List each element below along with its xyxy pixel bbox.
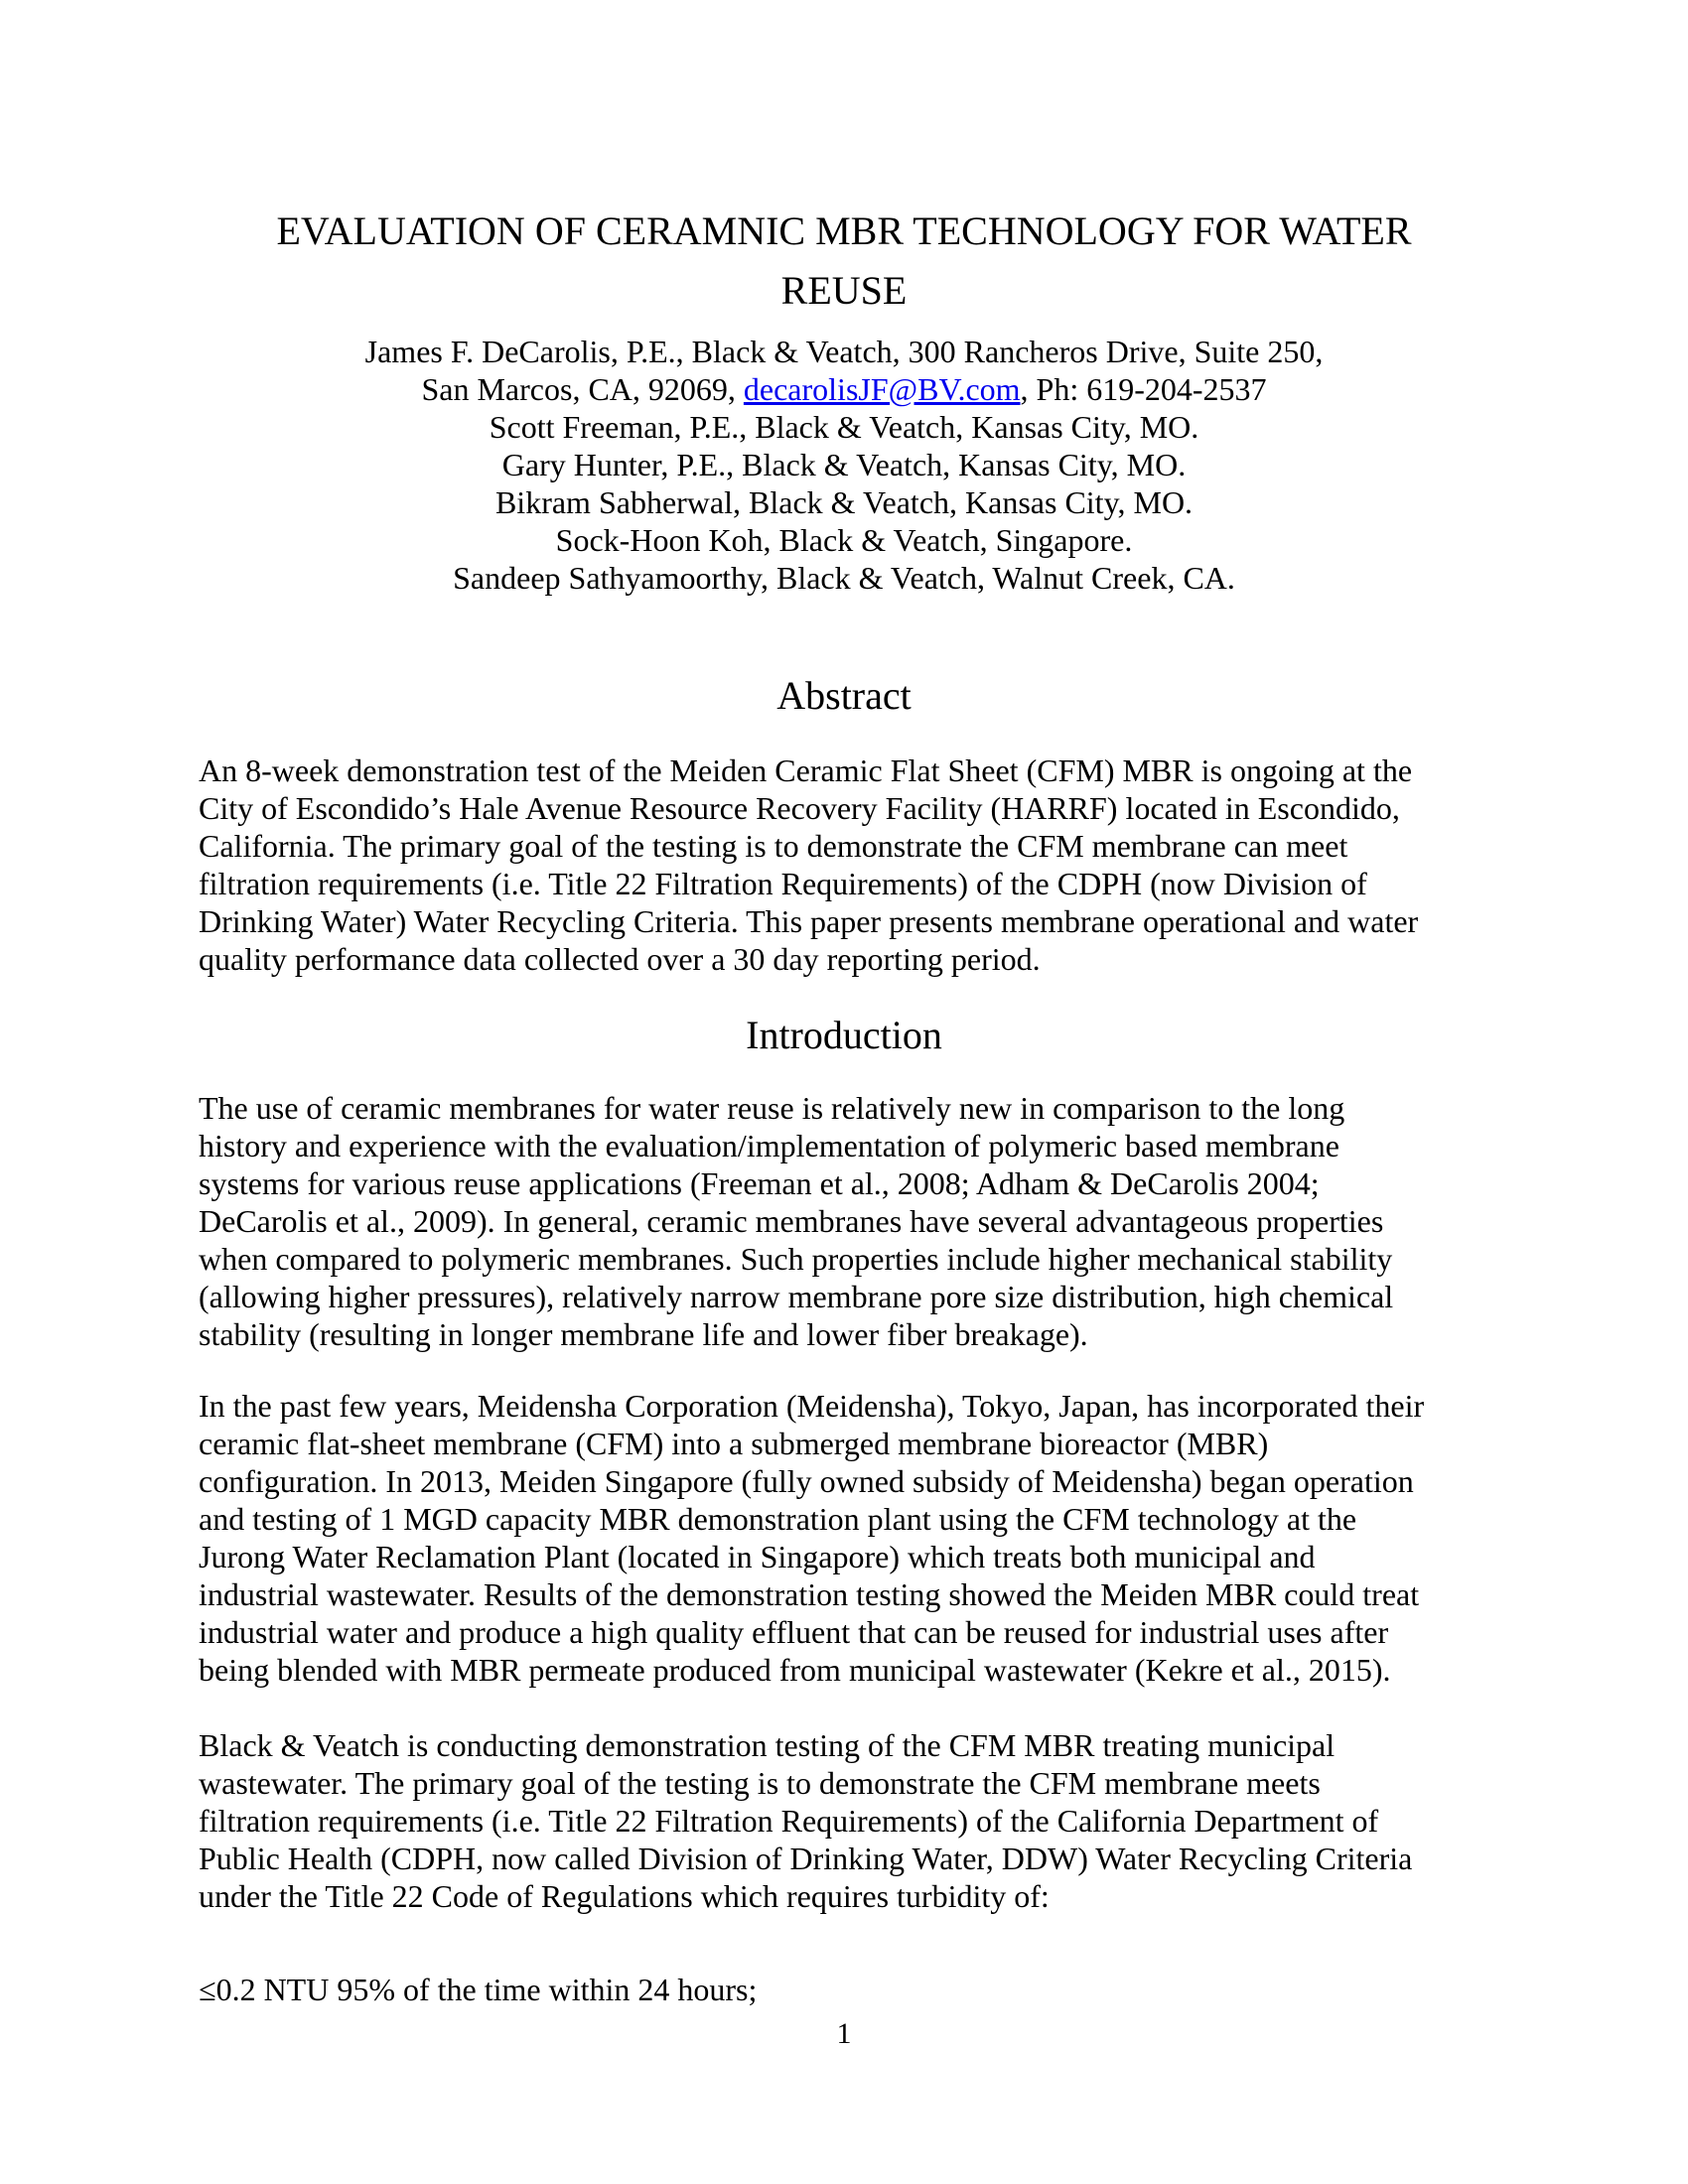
abstract-heading: Abstract [776, 673, 912, 718]
text-line: Gary Hunter, P.E., Black & Veatch, Kansas City, MO. [501, 447, 1187, 482]
text-line: ceramic flat-sheet membrane (CFM) into a submerged membrane bioreactor (MBR) [199, 1426, 1269, 1461]
author-lines [199, 408, 1489, 597]
text-line: The use of ceramic membranes for water reuse is relatively new in comparison to the long [199, 1090, 1345, 1126]
paper-title [199, 202, 1489, 321]
introduction-heading: Introduction [746, 1013, 942, 1057]
author-line-suffix: , Ph: 619-204-2537 [1020, 371, 1267, 407]
text-line: City of Escondido’s Hale Avenue Resource Recovery Facility (HARRF) located in Escondido, [199, 790, 1400, 826]
author-line-prefix: San Marcos, CA, 92069, [421, 371, 744, 407]
text-line: California. The primary goal of the testing is to demonstrate the CFM membrane can meet [199, 828, 1348, 864]
text-line: Sandeep Sathyamoorthy, Black & Veatch, Walnut Creek, CA. [453, 560, 1235, 596]
author-block [199, 333, 1489, 597]
text-line: and testing of 1 MGD capacity MBR demonstration plant using the CFM technology at the [199, 1501, 1357, 1537]
text-line: filtration requirements (i.e. Title 22 Filtration Requirements) of the California Department of [199, 1803, 1379, 1839]
text-line: REUSE [780, 268, 908, 313]
text-line: under the Title 22 Code of Regulations which requires turbidity of: [199, 1878, 1050, 1914]
page-number: 1 [836, 2017, 852, 2050]
text-line: EVALUATION OF CERAMNIC MBR TECHNOLOGY FOR WATER [276, 208, 1412, 253]
text-line: when compared to polymeric membranes. Such properties include higher mechanical stability [199, 1241, 1393, 1277]
introduction-paragraph-2 [199, 1387, 1489, 1689]
text-line: industrial water and produce a high quality effluent that can be reused for industrial uses after [199, 1614, 1389, 1650]
introduction-paragraph-3 [199, 1726, 1489, 1915]
text-line: configuration. In 2013, Meiden Singapore (fully owned subsidy of Meidensha) began operation [199, 1463, 1414, 1499]
text-line: In the past few years, Meidensha Corporation (Meidensha), Tokyo, Japan, has incorporated their [199, 1388, 1425, 1424]
author-line-with-email [199, 370, 1489, 408]
turbidity-requirement: ≤0.2 NTU 95% of the time within 24 hours; [199, 1972, 758, 2007]
text-line: Bikram Sabherwal, Black & Veatch, Kansas City, MO. [494, 484, 1194, 520]
text-line: An 8-week demonstration test of the Meiden Ceramic Flat Sheet (CFM) MBR is ongoing at the [199, 752, 1413, 788]
author-line: James F. DeCarolis, P.E., Black & Veatch, 300 Rancheros Drive, Suite 250, [364, 334, 1324, 369]
text-line: Scott Freeman, P.E., Black & Veatch, Kansas City, MO. [489, 409, 1199, 445]
text-line: systems for various reuse applications (Freeman et al., 2008; Adham & DeCarolis 2004; [199, 1165, 1320, 1201]
text-line: history and experience with the evaluation/implementation of polymeric based membrane [199, 1128, 1339, 1163]
text-line: wastewater. The primary goal of the testing is to demonstrate the CFM membrane meets [199, 1765, 1321, 1801]
text-line: being blended with MBR permeate produced from municipal wastewater (Kekre et al., 2015). [199, 1652, 1391, 1688]
text-line: filtration requirements (i.e. Title 22 Filtration Requirements) of the CDPH (now Division of [199, 866, 1367, 901]
abstract-paragraph [199, 751, 1489, 978]
text-line: quality performance data collected over a 30 day reporting period. [199, 941, 1041, 977]
text-line: DeCarolis et al., 2009). In general, ceramic membranes have several advantageous properties [199, 1203, 1384, 1239]
text-line: Public Health (CDPH, now called Division of Drinking Water, DDW) Water Recycling Criteria [199, 1841, 1413, 1876]
text-line: Jurong Water Reclamation Plant (located in Singapore) which treats both municipal and [199, 1539, 1316, 1574]
text-line: (allowing higher pressures), relatively narrow membrane pore size distribution, high chemical [199, 1279, 1394, 1314]
text-line: industrial wastewater. Results of the demonstration testing showed the Meiden MBR could treat [199, 1576, 1420, 1612]
text-line: stability (resulting in longer membrane life and lower fiber breakage). [199, 1316, 1088, 1352]
email-link[interactable]: decarolisJF@BV.com [743, 371, 1021, 407]
introduction-paragraph-1 [199, 1089, 1489, 1353]
text-line: Drinking Water) Water Recycling Criteria. This paper presents membrane operational and water [199, 903, 1419, 939]
text-line: Black & Veatch is conducting demonstration testing of the CFM MBR treating municipal [199, 1727, 1336, 1763]
text-line: Sock-Hoon Koh, Black & Veatch, Singapore. [555, 522, 1133, 558]
